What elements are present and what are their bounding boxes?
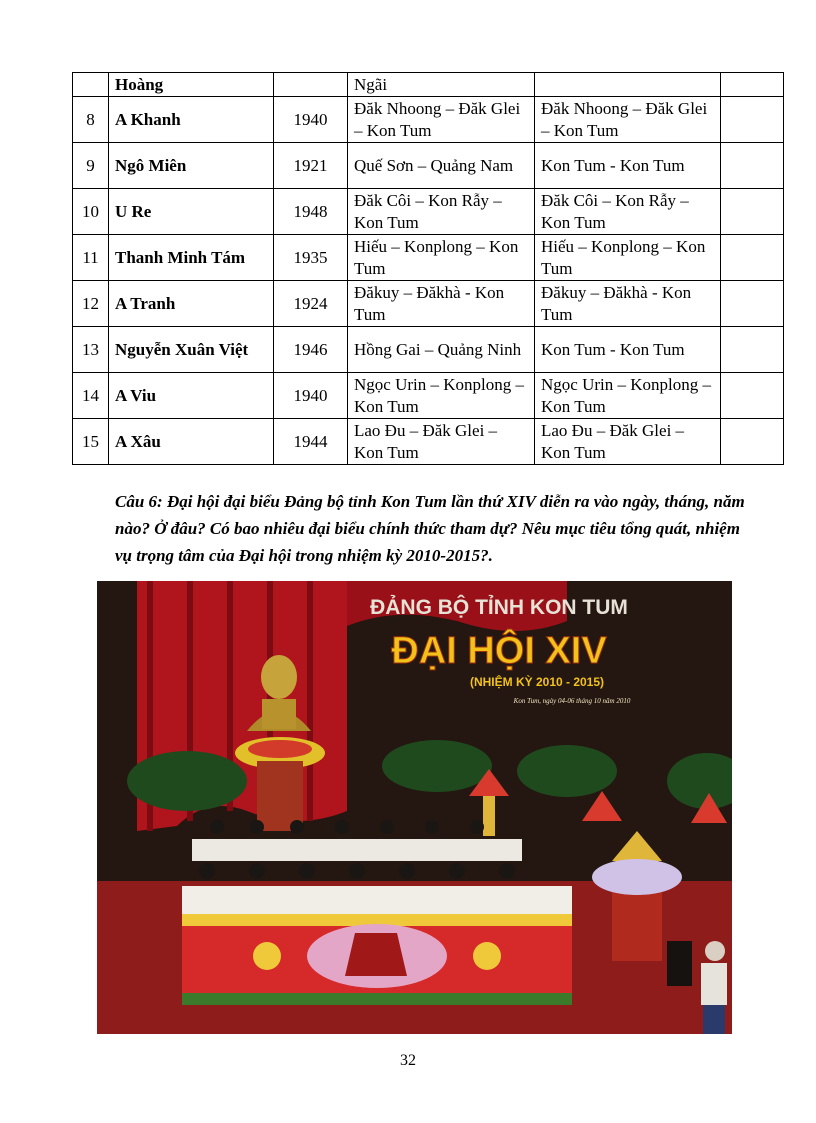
- cell-name: A Tranh: [109, 281, 274, 327]
- table-row-continued: [73, 73, 784, 97]
- cell-birthplace: Ngọc Urin – Konplong – Kon Tum: [348, 373, 535, 419]
- cell-birthplace: Đăk Côi – Kon Rẫy – Kon Tum: [348, 189, 535, 235]
- banner-line-1: ĐẢNG BỘ TỈNH KON TUM: [370, 596, 628, 619]
- cell-no: 8: [73, 97, 109, 143]
- cell-no: 13: [73, 327, 109, 373]
- cell-residence: Đăk Nhoong – Đăk Glei – Kon Tum: [535, 97, 721, 143]
- cell-note: [721, 73, 784, 97]
- cell-no: 14: [73, 373, 109, 419]
- cell-birthplace: Hiếu – Konplong – Kon Tum: [348, 235, 535, 281]
- cell-note: [721, 373, 784, 419]
- cell-note: [721, 97, 784, 143]
- cell-residence: Đăkuy – Đăkhà - Kon Tum: [535, 281, 721, 327]
- banner-line-3: (NHIỆM KỲ 2010 - 2015): [469, 675, 605, 689]
- table-row: [73, 97, 784, 143]
- table-row: [73, 235, 784, 281]
- cell-residence: Ngọc Urin – Konplong – Kon Tum: [535, 373, 721, 419]
- table-row: [73, 373, 784, 419]
- table-row: [73, 419, 784, 465]
- cell-year: 1935: [274, 235, 348, 281]
- cell-birthplace: Lao Đu – Đăk Glei – Kon Tum: [348, 419, 535, 465]
- cell-no: [73, 73, 109, 97]
- cell-year: 1946: [274, 327, 348, 373]
- cell-name: A Viu: [109, 373, 274, 419]
- banner-line-4: Kon Tum, ngày 04-06 tháng 10 năm 2010: [513, 697, 631, 705]
- cell-residence: Đăk Côi – Kon Rẫy – Kon Tum: [535, 189, 721, 235]
- cell-name: U Re: [109, 189, 274, 235]
- cell-note: [721, 419, 784, 465]
- cell-name: A Xâu: [109, 419, 274, 465]
- presidium-back-table: [192, 839, 522, 861]
- cell-name: Nguyễn Xuân Việt: [109, 327, 274, 373]
- cell-note: [721, 189, 784, 235]
- cell-residence: Kon Tum - Kon Tum: [535, 143, 721, 189]
- cell-note: [721, 327, 784, 373]
- cell-birthplace: Quế Sơn – Quảng Nam: [348, 143, 535, 189]
- cell-note: [721, 281, 784, 327]
- table-row: [73, 189, 784, 235]
- cell-birthplace: Đăk Nhoong – Đăk Glei – Kon Tum: [348, 97, 535, 143]
- table-row: [73, 327, 784, 373]
- cell-birthplace: Đăkuy – Đăkhà - Kon Tum: [348, 281, 535, 327]
- cell-birthplace: Ngãi: [348, 73, 535, 97]
- cell-residence: Hiếu – Konplong – Kon Tum: [535, 235, 721, 281]
- presidium-front-table: [182, 886, 572, 914]
- congress-photo: [97, 581, 732, 1034]
- cell-note: [721, 143, 784, 189]
- cell-year: 1940: [274, 97, 348, 143]
- cell-residence: Lao Đu – Đăk Glei – Kon Tum: [535, 419, 721, 465]
- cell-no: 10: [73, 189, 109, 235]
- cell-birthplace: Hồng Gai – Quảng Ninh: [348, 327, 535, 373]
- table-row: [73, 143, 784, 189]
- delegates-table: [72, 72, 784, 465]
- cell-no: 12: [73, 281, 109, 327]
- flower-bed: [182, 914, 572, 1005]
- banner-line-2: ĐẠI HỘI XIV: [391, 630, 607, 672]
- cell-no: 15: [73, 419, 109, 465]
- table-row: [73, 281, 784, 327]
- question-6: Câu 6: Đại hội đại biểu Đảng bộ tỉnh Kon Tum lần thứ XIV diễn ra vào ngày, tháng, năm nào? Ở đâu? Có bao nhiêu đại biểu chính thức tham dự? Nêu mục tiêu tổng quát, nhiệm vụ trọng tâm của Đại hội trong nhiệm kỳ 2010-2015?.: [115, 492, 745, 565]
- cell-year: [274, 73, 348, 97]
- cell-year: 1948: [274, 189, 348, 235]
- cell-name: Ngô Miên: [109, 143, 274, 189]
- cell-year: 1921: [274, 143, 348, 189]
- cell-name: Thanh Minh Tám: [109, 235, 274, 281]
- cell-name: A Khanh: [109, 97, 274, 143]
- cell-note: [721, 235, 784, 281]
- cell-no: 9: [73, 143, 109, 189]
- cell-residence: [535, 73, 721, 97]
- page-number: 32: [400, 1052, 416, 1069]
- cell-year: 1944: [274, 419, 348, 465]
- cell-name: Hoàng: [109, 73, 274, 97]
- cell-no: 11: [73, 235, 109, 281]
- cell-year: 1940: [274, 373, 348, 419]
- cell-residence: Kon Tum - Kon Tum: [535, 327, 721, 373]
- cell-year: 1924: [274, 281, 348, 327]
